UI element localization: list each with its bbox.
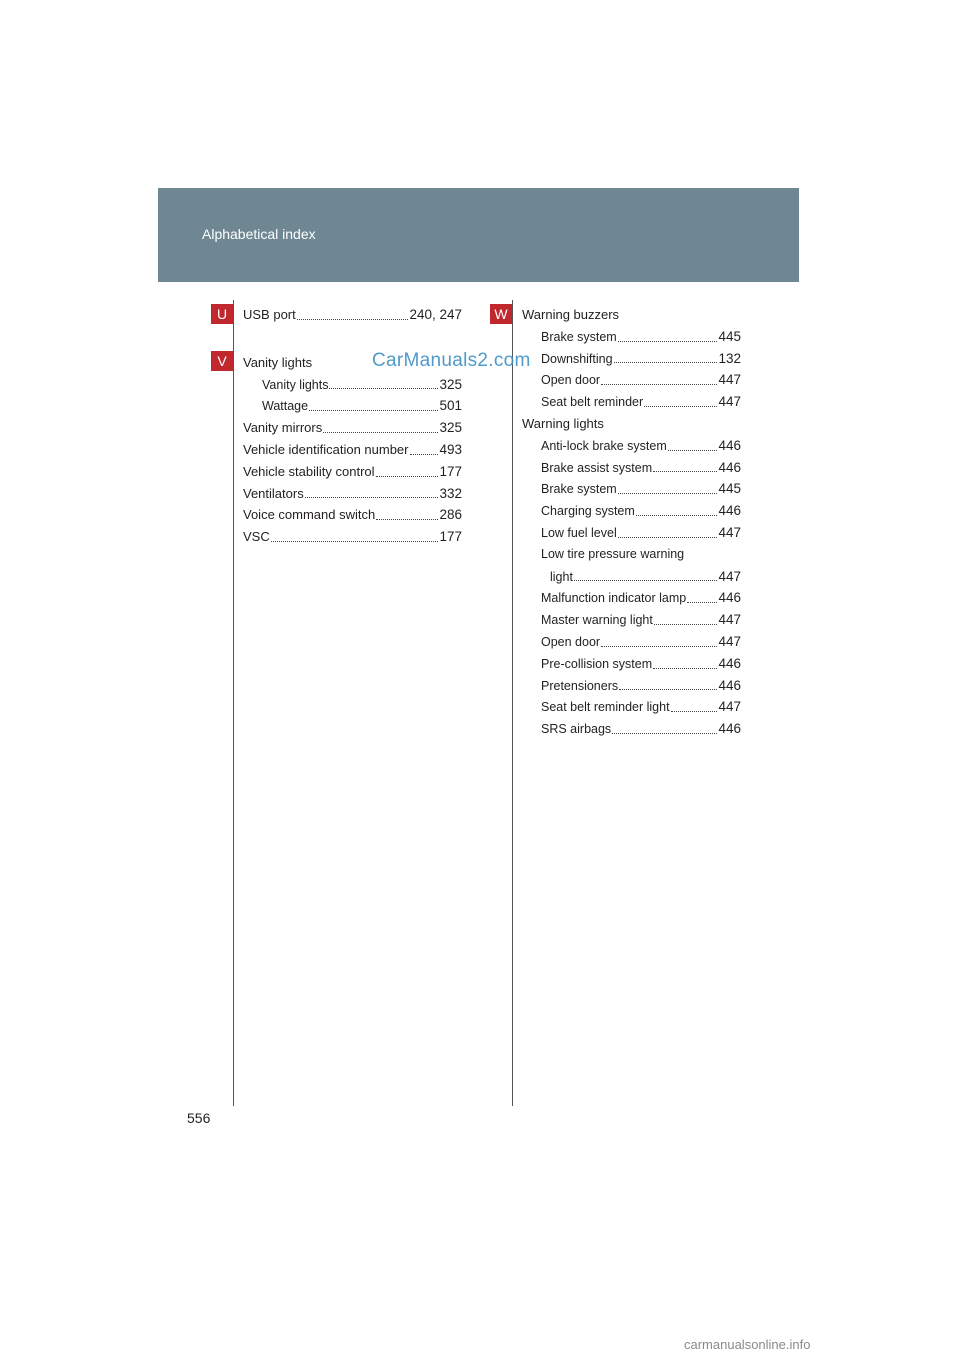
entry-label: Pre-collision system <box>541 656 653 671</box>
index-subentry[interactable] <box>522 718 741 740</box>
index-entry[interactable] <box>243 417 462 439</box>
entry-label: Voice command switch <box>243 507 376 523</box>
leader-dots <box>619 677 717 690</box>
entry-label: Wattage <box>262 399 309 414</box>
index-subentry[interactable] <box>243 395 462 417</box>
entry-page: 501 <box>439 398 462 414</box>
entry-page: 446 <box>718 655 741 671</box>
index-heading <box>522 413 741 435</box>
letter-tab-w: W <box>490 304 512 324</box>
leader-dots <box>618 525 718 538</box>
leader-dots <box>574 568 718 581</box>
entry-label: Low fuel level <box>541 525 617 540</box>
index-subentry[interactable] <box>522 587 741 609</box>
leader-dots <box>612 721 717 734</box>
section-title: Alphabetical index <box>202 226 316 242</box>
index-subentry-wrapped <box>522 544 741 566</box>
left-column <box>243 304 462 548</box>
entry-page: 446 <box>718 459 741 475</box>
entry-page: 177 <box>439 529 462 545</box>
entry-label: Seat belt reminder light <box>541 700 670 715</box>
entry-label: Charging system <box>541 504 635 519</box>
entry-label: Pretensioners <box>541 678 619 693</box>
entry-page: 325 <box>439 376 462 392</box>
index-entry[interactable] <box>243 439 462 461</box>
leader-dots <box>271 529 439 542</box>
leader-dots <box>653 459 717 472</box>
entry-page: 132 <box>718 350 741 366</box>
entry-page: 445 <box>718 481 741 497</box>
page-number: 556 <box>187 1110 211 1126</box>
entry-label: Vanity lights <box>243 354 313 370</box>
leader-dots <box>376 464 439 477</box>
index-entry[interactable] <box>243 483 462 505</box>
index-subentry[interactable] <box>522 566 741 588</box>
entry-label: Brake assist system <box>541 460 653 475</box>
entry-page: 445 <box>718 328 741 344</box>
entry-page: 446 <box>718 590 741 606</box>
entry-page: 446 <box>718 677 741 693</box>
leader-dots <box>601 372 717 385</box>
entry-page: 447 <box>718 524 741 540</box>
entry-label: Seat belt reminder <box>541 395 644 410</box>
leader-dots <box>410 442 439 455</box>
entry-label: VSC <box>243 529 270 545</box>
letter-tab-u: U <box>211 304 233 324</box>
leader-dots <box>668 438 718 451</box>
entry-label: Low tire pressure warning <box>541 546 685 561</box>
watermark-carmanualsonline: carmanualsonline.info <box>684 1337 811 1352</box>
index-heading <box>522 304 741 326</box>
index-subentry[interactable] <box>522 348 741 370</box>
entry-label: light <box>550 569 573 584</box>
entry-page: 447 <box>718 699 741 715</box>
leader-dots <box>636 503 718 516</box>
entry-label: Downshifting <box>541 351 613 366</box>
index-entry[interactable] <box>243 304 462 326</box>
entry-label: Vanity lights <box>262 377 329 392</box>
index-entry[interactable] <box>243 526 462 548</box>
entry-page: 493 <box>439 441 462 457</box>
entry-page: 447 <box>718 568 741 584</box>
index-subentry[interactable] <box>522 457 741 479</box>
entry-page: 447 <box>718 612 741 628</box>
entry-label: USB port <box>243 307 296 322</box>
index-subentry[interactable] <box>522 369 741 391</box>
entry-label: Vehicle stability control <box>243 463 375 479</box>
leader-dots <box>323 420 438 433</box>
letter-tab-v: V <box>211 351 233 371</box>
entry-label: SRS airbags <box>541 722 612 737</box>
entry-page: 446 <box>718 437 741 453</box>
entry-page: 240, 247 <box>409 307 462 322</box>
entry-label: Brake system <box>541 329 617 344</box>
leader-dots <box>618 481 718 494</box>
entry-page: 325 <box>439 420 462 436</box>
entry-label: Vehicle identification number <box>243 441 409 457</box>
left-divider <box>233 300 234 1106</box>
index-subentry[interactable] <box>522 478 741 500</box>
index-subentry[interactable] <box>522 631 741 653</box>
spacer <box>243 326 462 352</box>
index-subentry[interactable] <box>522 696 741 718</box>
entry-page: 447 <box>718 372 741 388</box>
leader-dots <box>618 329 718 342</box>
index-subentry[interactable] <box>522 326 741 348</box>
watermark-carmanuals2: CarManuals2.com <box>372 350 531 371</box>
leader-dots <box>644 394 717 407</box>
leader-dots <box>297 307 409 320</box>
leader-dots <box>329 376 438 389</box>
entry-label: Anti-lock brake system <box>541 438 667 453</box>
index-subentry[interactable] <box>522 675 741 697</box>
entry-label: Malfunction indicator lamp <box>541 591 687 606</box>
leader-dots <box>305 485 439 498</box>
index-entry[interactable] <box>243 504 462 526</box>
index-subentry[interactable] <box>522 653 741 675</box>
index-entry[interactable] <box>243 461 462 483</box>
entry-label: Warning lights <box>522 415 604 431</box>
entry-page: 447 <box>718 633 741 649</box>
index-subentry[interactable] <box>522 609 741 631</box>
entry-label: Warning buzzers <box>522 307 620 322</box>
middle-divider <box>512 300 513 1106</box>
index-subentry[interactable] <box>522 500 741 522</box>
leader-dots <box>376 507 438 520</box>
leader-dots <box>654 612 718 625</box>
leader-dots <box>601 634 717 647</box>
index-subentry[interactable] <box>522 522 741 544</box>
index-subentry[interactable] <box>522 435 741 457</box>
entry-page: 332 <box>439 485 462 501</box>
entry-page: 177 <box>439 463 462 479</box>
index-subentry[interactable] <box>243 374 462 396</box>
leader-dots <box>687 590 717 603</box>
leader-dots <box>309 398 438 411</box>
right-column <box>522 304 741 740</box>
leader-dots <box>671 699 718 712</box>
entry-label: Vanity mirrors <box>243 420 323 436</box>
entry-page: 446 <box>718 503 741 519</box>
index-subentry[interactable] <box>522 391 741 413</box>
entry-page: 447 <box>718 394 741 410</box>
entry-label: Master warning light <box>541 613 653 628</box>
entry-label: Open door <box>541 634 601 649</box>
header-bar <box>158 188 799 282</box>
entry-page: 446 <box>718 721 741 737</box>
entry-label: Open door <box>541 373 601 388</box>
entry-label: Ventilators <box>243 485 304 501</box>
leader-dots <box>653 656 717 669</box>
entry-label: Brake system <box>541 482 617 497</box>
leader-dots <box>614 350 718 363</box>
entry-page: 286 <box>439 507 462 523</box>
